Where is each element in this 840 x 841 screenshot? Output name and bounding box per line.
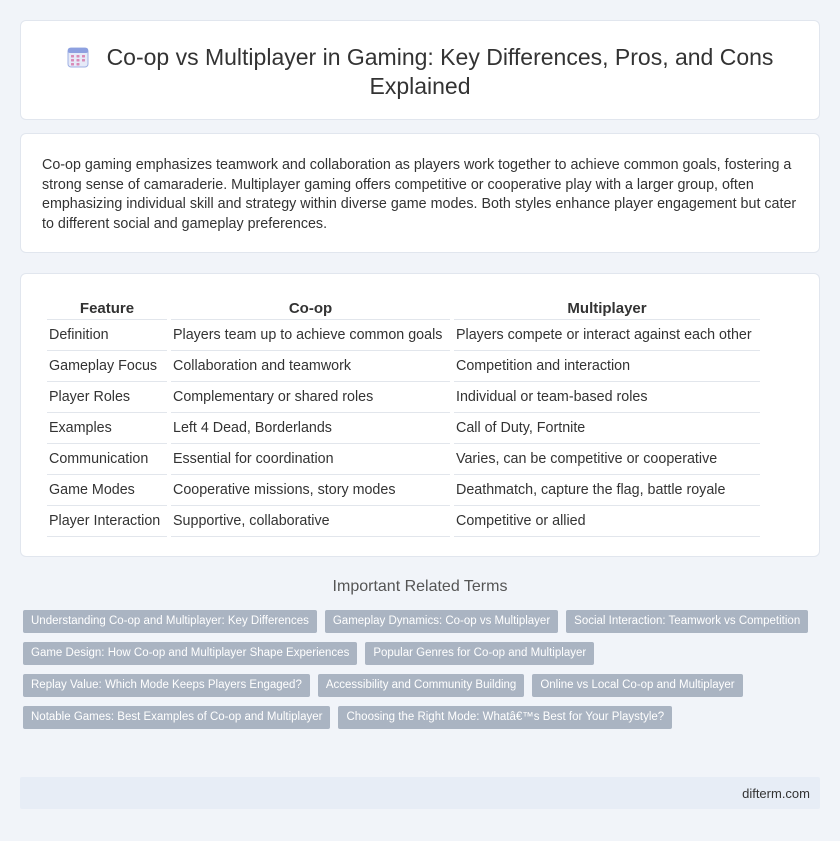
table-row xyxy=(47,413,760,444)
feature-cell: Communication xyxy=(47,444,167,475)
page-title-wrap xyxy=(61,43,779,101)
related-terms-list xyxy=(23,610,813,729)
feature-cell: Player Roles xyxy=(47,382,167,413)
coop-cell: Complementary or shared roles xyxy=(171,382,450,413)
related-term-link[interactable]: Understanding Co-op and Multiplayer: Key Differences xyxy=(23,610,317,633)
header-coop: Co-op xyxy=(171,296,450,320)
title-card xyxy=(20,20,820,120)
feature-cell: Definition xyxy=(47,320,167,351)
table-row xyxy=(47,475,760,506)
related-term-link[interactable]: Game Design: How Co-op and Multiplayer Shape Experiences xyxy=(23,642,357,665)
intro-card xyxy=(20,133,820,253)
coop-cell: Supportive, collaborative xyxy=(171,506,450,537)
multiplayer-cell: Individual or team-based roles xyxy=(454,382,760,413)
footer-site-link[interactable]: difterm.com xyxy=(742,786,810,801)
multiplayer-cell: Competitive or allied xyxy=(454,506,760,537)
header-feature: Feature xyxy=(47,296,167,320)
comparison-card xyxy=(20,273,820,557)
feature-cell: Examples xyxy=(47,413,167,444)
coop-cell: Essential for coordination xyxy=(171,444,450,475)
related-term-link[interactable]: Replay Value: Which Mode Keeps Players Engaged? xyxy=(23,674,310,697)
feature-cell: Player Interaction xyxy=(47,506,167,537)
multiplayer-cell: Varies, can be competitive or cooperative xyxy=(454,444,760,475)
page-title: Co-op vs Multiplayer in Gaming: Key Differences, Pros, and Cons Explained xyxy=(106,44,774,99)
table-row xyxy=(47,320,760,351)
related-term-link[interactable]: Social Interaction: Teamwork vs Competition xyxy=(566,610,808,633)
footer xyxy=(20,777,820,809)
coop-cell: Collaboration and teamwork xyxy=(171,351,450,382)
multiplayer-cell: Players compete or interact against each other xyxy=(454,320,760,351)
table-row xyxy=(47,506,760,537)
calendar-icon xyxy=(67,46,89,68)
multiplayer-cell: Deathmatch, capture the flag, battle royale xyxy=(454,475,760,506)
multiplayer-cell: Call of Duty, Fortnite xyxy=(454,413,760,444)
intro-paragraph: Co-op gaming emphasizes teamwork and collaboration as players work together to achieve common goals, fostering a strong sense of camaraderie. Multiplayer gaming offers competitive or cooperative play with a larger group, often emphasizing individual skill and strategy within diverse game modes. Both styles enhance player engagement but cater to different social and gameplay preferences. xyxy=(42,157,797,232)
coop-cell: Left 4 Dead, Borderlands xyxy=(171,413,450,444)
comparison-table xyxy=(43,296,764,537)
table-header-row xyxy=(47,296,760,320)
related-term-link[interactable]: Accessibility and Community Building xyxy=(318,674,524,697)
table-row xyxy=(47,351,760,382)
coop-cell: Cooperative missions, story modes xyxy=(171,475,450,506)
related-term-link[interactable]: Online vs Local Co-op and Multiplayer xyxy=(532,674,742,697)
related-terms-heading: Important Related Terms xyxy=(332,578,508,595)
table-row xyxy=(47,444,760,475)
header-multiplayer: Multiplayer xyxy=(454,296,760,320)
multiplayer-cell: Competition and interaction xyxy=(454,351,760,382)
related-term-link[interactable]: Choosing the Right Mode: Whatâ€™s Best for Your Playstyle? xyxy=(338,706,672,729)
feature-cell: Game Modes xyxy=(47,475,167,506)
table-row xyxy=(47,382,760,413)
related-term-link[interactable]: Notable Games: Best Examples of Co-op and Multiplayer xyxy=(23,706,330,729)
coop-cell: Players team up to achieve common goals xyxy=(171,320,450,351)
feature-cell: Gameplay Focus xyxy=(47,351,167,382)
related-term-link[interactable]: Gameplay Dynamics: Co-op vs Multiplayer xyxy=(325,610,558,633)
related-term-link[interactable]: Popular Genres for Co-op and Multiplayer xyxy=(365,642,594,665)
